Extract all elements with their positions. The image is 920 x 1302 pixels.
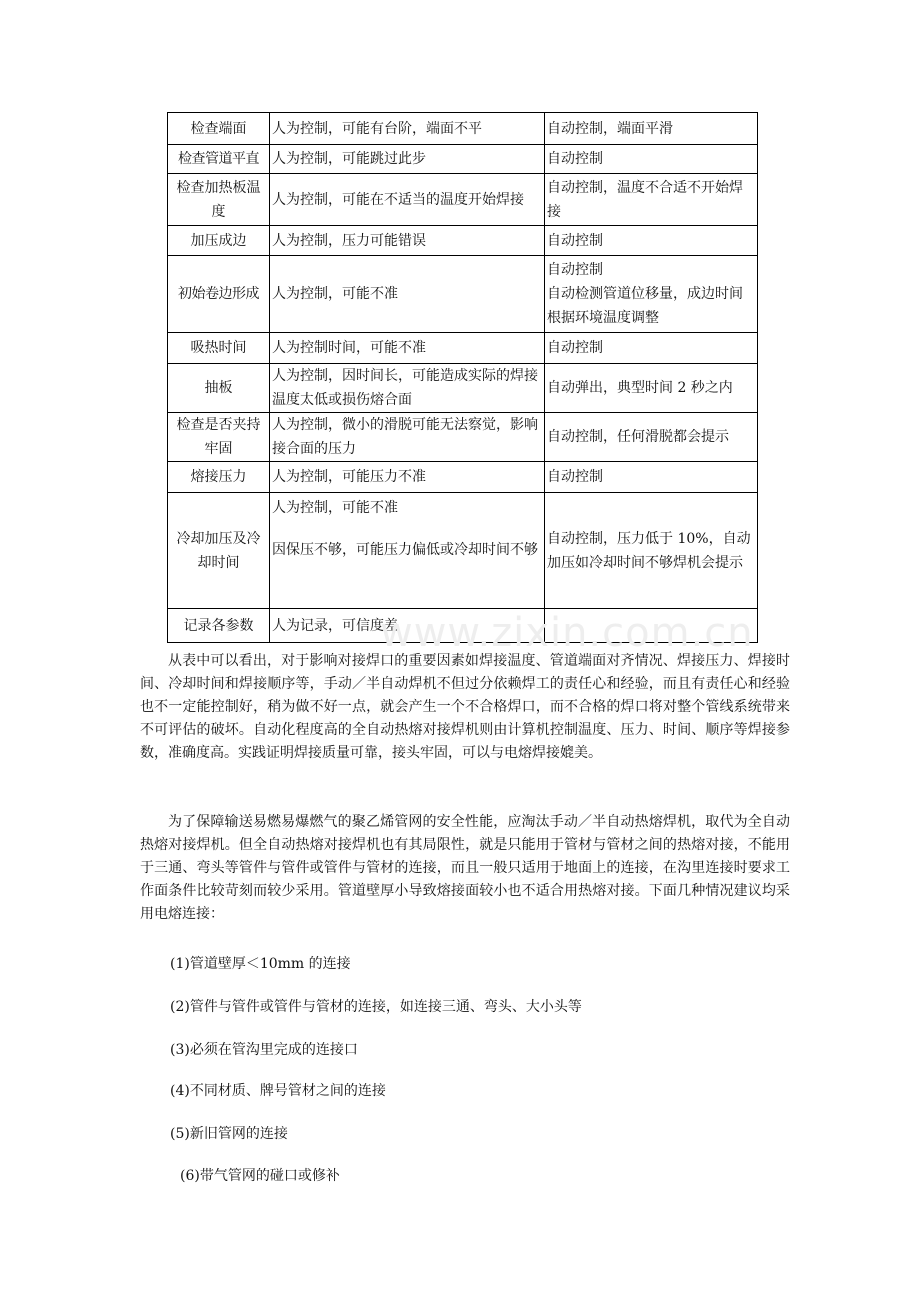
table-cell-item: 吸热时间	[168, 333, 270, 364]
table-cell-auto: 自动控制，温度不合适不开始焊接	[545, 174, 758, 226]
table-cell-auto: 自动控制，端面平滑	[545, 113, 758, 145]
table-cell-auto: 自动弹出，典型时间 2 秒之内	[545, 364, 758, 413]
table-cell-auto: 自动控制	[545, 226, 758, 256]
list-item: (4)不同材质、牌号管材之间的连接	[170, 1083, 386, 1099]
table-row	[168, 333, 758, 364]
table-cell-manual: 人为控制时间，可能不准	[270, 333, 545, 364]
table-row	[168, 113, 758, 145]
table-cell-manual: 人为记录，可信度差	[270, 609, 545, 643]
table-row	[168, 145, 758, 174]
table-cell-item: 记录各参数	[168, 609, 270, 643]
table-cell-item: 初始卷边形成	[168, 256, 270, 333]
table-row	[168, 174, 758, 226]
list-item: (5)新旧管网的连接	[170, 1126, 288, 1142]
table-cell-auto: 自动控制	[545, 462, 758, 493]
table-cell-manual: 人为控制，可能跳过此步	[270, 145, 545, 174]
table-cell-auto: 自动控制，压力低于 10%，自动加压如冷却时间不够焊机会提示	[545, 493, 758, 609]
table-cell-auto: 自动控制 自动检测管道位移量，成边时间根据环境温度调整	[545, 256, 758, 333]
table-cell-manual: 人为控制，可能有台阶，端面不平	[270, 113, 545, 145]
table-cell-item: 熔接压力	[168, 462, 270, 493]
paragraph: 为了保障输送易燃易爆燃气的聚乙烯管网的安全性能，应淘汰手动／半自动热熔焊机，取代为全自动热熔对接焊机。但全自动热熔对接焊机也有其局限性，就是只能用于管材与管材之间的热熔对接，不能用于三通、弯头等管件与管件或管件与管材的连接，而且一般只适用于地面上的连接，在沟里连接时要求工作面条件比较苛刻而较少采用。管道壁厚小导致熔接面较小也不适合用热熔对接。下面几种情况建议均采用电熔连接：	[140, 814, 790, 922]
table-cell-manual: 人为控制，可能在不适当的温度开始焊接	[270, 174, 545, 226]
table-cell-manual: 人为控制，压力可能错误	[270, 226, 545, 256]
table-cell-auto: 自动控制，任何滑脱都会提示	[545, 413, 758, 462]
table-cell-item: 冷却加压及冷却时间	[168, 493, 270, 609]
watermark: www.zixin.com.cn	[380, 610, 754, 656]
table-cell-item: 检查加热板温度	[168, 174, 270, 226]
table-cell-item: 检查端面	[168, 113, 270, 145]
list-item: (1)管道壁厚＜10mm 的连接	[170, 956, 351, 972]
table-cell-manual: 人为控制，微小的滑脱可能无法察觉，影响接合面的压力	[270, 413, 545, 462]
table-row	[168, 364, 758, 413]
table-row	[168, 493, 758, 609]
list-item: (6)带气管网的碰口或修补	[180, 1168, 340, 1184]
table-row	[168, 413, 758, 462]
table-row	[168, 462, 758, 493]
table-cell-item: 检查管道平直	[168, 145, 270, 174]
table-row	[168, 226, 758, 256]
paragraph: 从表中可以看出，对于影响对接焊口的重要因素如焊接温度、管道端面对齐情况、焊接压力、焊接时间、冷却时间和焊接顺序等，手动／半自动焊机不但过分依赖焊工的责任心和经验，而且有责任心和经验也不一定能控制好，稍为做不好一点，就会产生一个不合格焊口，而不合格的焊口将对整个管线系统带来不可评估的破坏。自动化程度高的全自动热熔对接焊机则由计算机控制温度、压力、时间、顺序等焊接参数，准确度高。实践证明焊接质量可靠，接头牢固，可以与电熔焊接媲美。	[140, 653, 790, 761]
table-cell-item: 抽板	[168, 364, 270, 413]
table-cell-item: 加压成边	[168, 226, 270, 256]
list-item: (3)必须在管沟里完成的连接口	[170, 1042, 358, 1058]
table-cell-manual: 人为控制，可能不准	[270, 256, 545, 333]
table-cell-item: 检查是否夹持牢固	[168, 413, 270, 462]
table-cell-manual: 人为控制，可能压力不准	[270, 462, 545, 493]
table-cell-auto: 自动控制	[545, 333, 758, 364]
comparison-table	[167, 112, 758, 643]
table-row	[168, 256, 758, 333]
table-cell-auto: 自动控制	[545, 145, 758, 174]
table-cell-manual: 人为控制，因时间长，可能造成实际的焊接温度太低或损伤熔合面	[270, 364, 545, 413]
list-item: (2)管件与管件或管件与管材的连接，如连接三通、弯头、大小头等	[170, 999, 582, 1015]
table-cell-manual: 人为控制，可能不准 因保压不够，可能压力偏低或冷却时间不够	[270, 493, 545, 609]
